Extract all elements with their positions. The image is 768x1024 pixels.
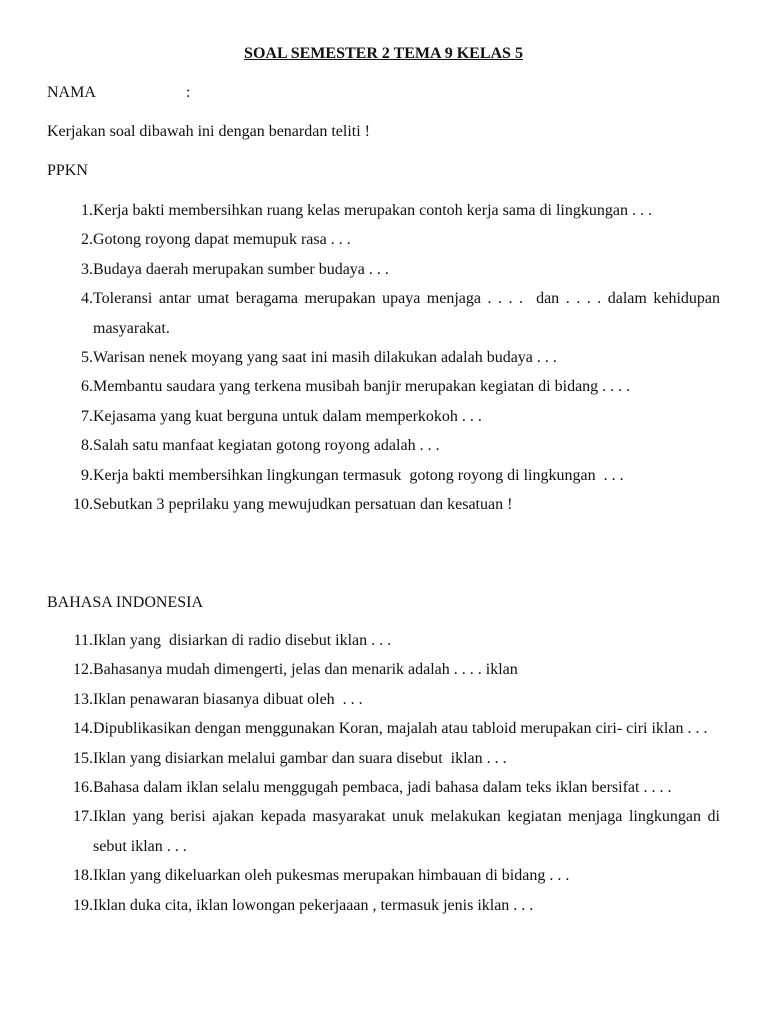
question-item	[47, 891, 720, 920]
question-number: 3.	[81, 260, 93, 278]
question-item	[47, 196, 720, 225]
question-item	[47, 225, 720, 254]
question-text: Kejasama yang kuat berguna untuk dalam memperkokoh . . .	[93, 407, 482, 425]
question-text: Sebutkan 3 peprilaku yang mewujudkan persatuan dan kesatuan !	[93, 496, 513, 514]
question-number: 10.	[73, 496, 93, 514]
question-number: 5.	[81, 349, 93, 367]
question-text: Iklan duka cita, iklan lowongan pekerjaaan , termasuk jenis iklan . . .	[93, 896, 534, 914]
section-heading-bahasa-indonesia: BAHASA INDONESIA	[47, 594, 204, 611]
question-number: 16.	[73, 779, 93, 797]
question-number: 13.	[73, 690, 93, 708]
question-number: 8.	[81, 437, 93, 455]
question-item	[47, 685, 720, 714]
question-text: Iklan penawaran biasanya dibuat oleh . . .	[93, 690, 363, 708]
question-text: Iklan yang dikeluarkan oleh pukesmas merupakan himbauan di bidang . . .	[93, 867, 570, 885]
question-item	[47, 255, 720, 284]
question-text: Kerja bakti membersihkan lingkungan termasuk gotong royong di lingkungan . . .	[93, 466, 624, 484]
question-text: Membantu saudara yang terkena musibah banjir merupakan kegiatan di bidang . . . .	[93, 378, 631, 396]
question-number: 12.	[73, 661, 93, 679]
question-number: 14.	[73, 720, 93, 738]
question-text: Bahasanya mudah dimengerti, jelas dan menarik adalah . . . . iklan	[93, 661, 518, 679]
question-list-ppkn	[47, 196, 724, 519]
name-row	[47, 83, 190, 103]
question-item	[47, 372, 720, 401]
question-number: 18.	[73, 867, 93, 885]
question-number: 2.	[81, 231, 93, 249]
question-text: Iklan yang berisi ajakan kepada masyarakat unuk melakukan kegiatan menjaga lingkungan di sebut iklan . . .	[93, 808, 720, 855]
question-item	[47, 461, 720, 490]
question-item	[47, 490, 720, 519]
question-item	[47, 802, 720, 861]
question-text: Kerja bakti membersihkan ruang kelas merupakan contoh kerja sama di lingkungan . . .	[93, 202, 652, 219]
question-text: Budaya daerah merupakan sumber budaya . . .	[93, 260, 389, 278]
question-text: Gotong royong dapat memupuk rasa . . .	[93, 231, 351, 249]
question-number: 1.	[81, 202, 93, 219]
question-item	[47, 714, 720, 743]
name-colon: :	[186, 84, 191, 101]
question-item	[47, 284, 724, 343]
question-text: Iklan yang disiarkan di radio disebut iklan . . .	[93, 632, 392, 649]
question-item	[47, 861, 720, 890]
question-text: Warisan nenek moyang yang saat ini masih dilakukan adalah budaya . . .	[93, 349, 557, 367]
question-text: Bahasa dalam iklan selalu menggugah pembaca, jadi bahasa dalam teks iklan bersifat . . . .	[93, 779, 672, 797]
question-item	[47, 343, 720, 372]
question-number: 7.	[81, 407, 93, 425]
question-text: Toleransi antar umat beragama merupakan upaya menjaga . . . . dan . . . . dalam kehidupan masyarakat.	[93, 290, 724, 337]
question-item	[47, 655, 720, 684]
section-heading-ppkn: PPKN	[47, 162, 88, 179]
question-text: Dipublikasikan dengan menggunakan Koran, majalah atau tabloid merupakan ciri- ciri iklan . . .	[93, 720, 708, 738]
question-number: 9.	[81, 466, 93, 484]
page-title: SOAL SEMESTER 2 TEMA 9 KELAS 5	[244, 45, 523, 62]
question-text: Salah satu manfaat kegiatan gotong royong adalah . . .	[93, 437, 440, 455]
question-number: 17.	[73, 808, 93, 826]
question-text: Iklan yang disiarkan melalui gambar dan suara disebut iklan . . .	[93, 749, 507, 767]
question-number: 4.	[81, 290, 93, 308]
question-number: 11.	[73, 632, 93, 649]
question-item	[47, 744, 720, 773]
question-list-bahasa-indonesia	[47, 626, 720, 920]
instruction-text: Kerjakan soal dibawah ini dengan benardan teliti !	[47, 123, 370, 140]
question-number: 15.	[73, 749, 93, 767]
question-number: 6.	[81, 378, 93, 396]
question-item	[47, 402, 720, 431]
name-label: NAMA	[47, 84, 96, 101]
question-item	[47, 431, 720, 460]
question-item	[47, 773, 720, 802]
question-number: 19.	[73, 896, 93, 914]
question-item	[47, 626, 720, 655]
